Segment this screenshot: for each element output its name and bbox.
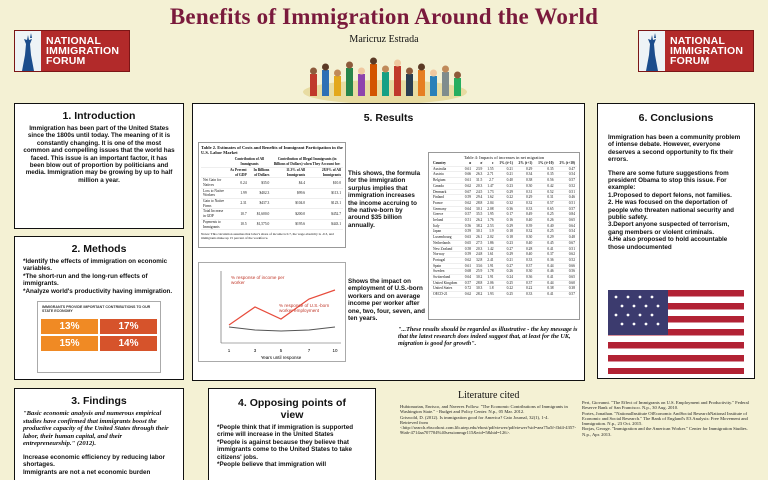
literature-heading: Literature cited <box>458 390 520 401</box>
results-text-1: This shows, the formula for the immigration surplus implies that immigration increases the income accruing to the native-born by around $35 billion annually. <box>348 170 421 229</box>
table-row: Netherlands 0.65 27.5 1.86 0.23 0.40 0.45 0.67 <box>433 240 575 245</box>
employment-chart <box>198 262 346 362</box>
table-row: Luxembourg 0.63 26.1 2.02 0.18 0.30 0.29 0.48 <box>433 235 575 240</box>
citation: Hubtonarian, Enrisco, and Naveres Follow. "The Economic Contributions of Immigrants in Washington State." - Budget and Policy Center. N.p., 05 Mar. 2012. <box>400 404 568 415</box>
x-axis-label: Years until response <box>260 355 302 360</box>
table2-title: Table 4: Impacts of increases in net migration <box>463 155 545 160</box>
crowd-illustration <box>300 52 470 104</box>
table-row: Net Gain for Natives 0.24 $35.0 $4.4 $10.0 <box>203 178 341 187</box>
x-tick: 7 <box>307 348 311 353</box>
conclusions-section <box>597 103 755 379</box>
stat-value: 14% <box>100 336 157 351</box>
employment-line <box>229 327 335 331</box>
methods-item: *Analyze world's productivity having immigration. <box>23 287 173 295</box>
table-row: Germany 0.64 30.1 2.08 0.36 0.33 0.65 0.57 <box>433 206 575 211</box>
stat-value: 13% <box>41 319 98 334</box>
legend-income: % response of income per worker <box>231 275 285 285</box>
table-row: France 0.62 28.8 2.04 0.32 0.32 0.57 0.51 <box>433 200 575 205</box>
opposing-item: *People believe that immigration will <box>217 461 327 469</box>
table-row: Greece 0.57 35.5 1.95 0.17 0.49 0.25 0.84 <box>433 212 575 217</box>
table-row: Ireland 0.51 26.2 1.76 0.16 0.40 0.26 0.65 <box>433 218 575 223</box>
citation-link[interactable]: <http://search.ebscohost.com.lib.utep.edu/ehost/pdfviewer/pdfviewer?sid=aea75a5f-f3d4-4357-96ab-4714aa707704%40sessionmgr115&vid=5&hid=126>. <box>400 425 576 436</box>
findings-section <box>14 388 184 480</box>
conclusions-item: 3.Deport anyone suspected of terrorism, gang members or violent criminals. <box>608 221 730 236</box>
literature-section <box>396 388 758 480</box>
table-row: Denmark 0.67 24.5 1.73 0.29 0.31 0.52 0.51 <box>433 189 575 194</box>
methods-section <box>14 236 184 380</box>
table-row: OECD-21 0.62 28.2 1.93 0.25 0.33 0.41 0.57 <box>433 292 575 297</box>
results-text-2: Shows the impact on employment of U.S.-born workers and on average income per worker after one, two, four, seven, and ten years. <box>348 278 425 323</box>
table-row: Portugal 0.62 32.8 2.41 0.21 0.33 0.36 0.52 <box>433 257 575 262</box>
findings-heading: 3. Findings <box>71 395 127 407</box>
methods-item: *Identify the effects of immigration on economic variables. <box>23 258 168 273</box>
conclusions-item: 1.Proposed to deport felons, not families. <box>608 191 732 199</box>
x-tick: 1 <box>227 348 231 353</box>
citation: Borjas, George. "Immigration and the American Worker." Center for Immigration Studies. N.p., Apr. 2013. <box>582 426 748 437</box>
table-row: Norway 0.59 24.8 1.61 0.29 0.40 0.37 0.62 <box>433 252 575 257</box>
findings-text: Increase economic efficiency by reducing labor shortages. <box>23 453 166 469</box>
conclusions-heading: 6. Conclusions <box>638 112 714 124</box>
table-row: Austria 0.66 26.3 2.71 0.21 0.34 0.35 0.54 <box>433 172 575 177</box>
table-row: Spain 0.61 33.6 1.91 0.27 0.37 0.44 0.66 <box>433 263 575 268</box>
results-quote: "...These results should be regarded as illustrative - the key message is that the latest research does indeed suggest that, at least for the UK, migration is good for growth". <box>398 326 578 347</box>
statue-of-liberty-icon <box>15 31 41 71</box>
legend-employment: % response of U.S.-born worker employment <box>279 303 330 313</box>
opposing-item: *People is against because they believe that immigrants come to the United States to take citizens' jobs. <box>217 438 353 461</box>
table-row: Australia 0.61 23.9 1.55 0.21 0.29 0.35 0.47 <box>433 166 575 171</box>
opposing-item: *People think that if immigration is supported crime will increase in the United States <box>217 424 354 439</box>
conclusions-item: 4.He also proposed to hold accountable those undocumented <box>608 236 728 251</box>
findings-quote: "Basic economic analysis and numerous empirical studies have confirmed that immigrants boost the productive capacity of the United States through their labor, their human capital, and their entrepreneurship." (2012). <box>23 410 169 448</box>
x-tick: 3 <box>253 348 257 353</box>
citation: Griswold, D. (2012). Is immigration good for America? Cato Journal, 32(1), 1-4. <box>400 414 549 420</box>
table-row: Sweden 0.68 25.9 1.78 0.26 0.30 0.46 0.56 <box>433 269 575 274</box>
net-migration-table: Table 4: Impacts of increases in net migration Country α σ ε 1% (t+1) 2% (t+1) 1% (t+10) 2% (t+10) Australia 0.61 23.9 1.55 0.21 0.29 0.35 0.47 Austria 0.66 26.3 2.71 0.21 0.34 0.35 0.54 Belgium 0.61 31.5 2.7 0.40 0.38 0.56 0.57 Canada 0.62 20.3 1.47 0.23 0.30 0.42 0.52 Denmark 0.67 24.5 1.73 0.29 0.31 0.52 0.51 Finland 0.59 29.4 1.62 0.22 0.29 0.31 0.46 France 0.62 28.8 2.04 0.32 0.32 0.57 0.51 Germany 0.64 30.1 2.08 0.36 0.33 0.65 0.57 Greece 0.57 35.5 1.95 0.17 0.49 0.25 0.84 Ireland 0.51 26.2 1.76 0.16 0.40 0.26 0.65 Italy 0.56 38.2 2.53 0.29 0.39 0.40 0.64 Japan 0.59 30.1 1.9 0.18 0.32 0.25 0.54 Luxembourg 0.63 26.1 2.02 0.18 0.30 0.29 0.48 Netherlands 0.65 27.5 1.86 0.23 0.40 0.45 0.67 New Zealand 0.58 20.3 1.42 0.27 0.28 0.41 0.51 Norway 0.59 24.8 1.61 0.29 0.40 0.37 0.62 Portugal 0.62 32.8 2.41 0.21 0.33 0.36 0.52 Spain 0.61 33.6 1.91 0.27 0.37 0.44 0.66 Sweden 0.68 25.9 1.78 0.26 0.30 0.46 0.56 Switzerland 0.64 30.2 1.91 0.24 0.36 0.41 0.65 United Kingdom 0.57 28.8 2.06 0.25 0.37 0.44 0.60 United States 0.72 30.3 1.8 0.22 0.22 0.38 0.38 OECD-21 0.62 28.2 1.93 0.25 0.33 0.41 0.57 <box>428 152 580 320</box>
citation: Portes, Jonathan. "NationalInstitute OfEconomic AndSocial ResearchNational Institute of Economic and Social Research." The Bank of England's E3 Analysis: Free Movement and Immigration. N.p., 23 Oct. 2015. <box>582 410 748 427</box>
table-row: Total Increase in GDP 10.7 $1,600.0 $200.0 $452.7 <box>203 209 341 219</box>
methods-item: *The short-run and the long-run effects of immigrants. <box>23 272 148 288</box>
american-flag-image <box>608 290 744 374</box>
table1-note: Notes: This calculation assumes that labor's share of income is 0.7, the wage elasticity is -0.3, and immigrants make up 15 percent of the workforce. <box>201 232 334 241</box>
table1-title: Table 2. Estimates of Costs and Benefits of Immigrant Participation in the U.S. Labor Market <box>201 145 343 156</box>
citation: Retrieved from <box>400 419 428 425</box>
findings-text-2: Immigrants are not a net economic burden <box>23 468 151 476</box>
introduction-text: Immigration has been part of the United States since the 1800s until today. The meaning of it is constantly changing. It is one of the most common and compelling issues that the world has faced. This issue is an important factor, it has been blow out of proportion by politicians and media. Immigration may be growing by up to half million a year. <box>23 125 175 184</box>
table-row: Finland 0.59 29.4 1.62 0.22 0.29 0.31 0.46 <box>433 195 575 200</box>
x-tick: 5 <box>279 348 283 353</box>
table-row: Canada 0.62 20.3 1.47 0.23 0.30 0.42 0.52 <box>433 183 575 188</box>
results-heading: 5. Results <box>363 112 414 124</box>
table-row: Payments to Immigrants 10.5 $1,575.0 $195.6 $443.1 <box>203 219 341 229</box>
contributions-figure <box>37 301 161 373</box>
citation: Peri, Giovanni. "The Effect of Immigrants on U.S. Employment and Productivity." Federal Reserve Bank of San Francisco. N.p., 30 Aug. 2010. <box>582 400 749 411</box>
conclusions-item: 2. He was focused on the deportation of people who threaten national security and public safety. <box>608 199 734 222</box>
introduction-section <box>14 103 184 229</box>
statue-of-liberty-icon <box>639 31 665 71</box>
table-row: United States 0.72 30.3 1.8 0.22 0.22 0.38 0.38 <box>433 286 575 291</box>
opposing-heading: 4. Opposing points of view <box>238 397 346 421</box>
logo-left: NATIONAL IMMIGRATION FORUM <box>14 30 130 72</box>
table-row: Switzerland 0.64 30.2 1.91 0.24 0.36 0.41 0.65 <box>433 275 575 280</box>
costs-benefits-table: Table 2. Estimates of Costs and Benefits of Immigrant Participation in the U.S. Labor Market Contribution of All Immigrants Contribution of Illegal Immigrants (in Billions of Dollars) when They Account for: As Percent of GDP In Billions of Dollars 11.3% of All Immigrants 28.9% of All Immigrants Net Gain for Natives 0.24 $35.0 $4.4 $10.0 Loss to Native Workers 1.99 $402.3 $99.6 $113.1 Gain to Native Firms 2.31 $437.3 $104.0 $123.1 Total Increase in GDP 10.7 $1,600.0 $200.0 $452.7 Payments to Immigrants 10.5 $1,575.0 $195.6 $443.1 Notes: This calculation assumes that labor's share of income is 0.7, the wage elasticity is -0.3, and immigrants make up 15 percent of the workforce. <box>198 142 346 248</box>
conclusions-text: There are some future suggestions from president Obama to stop this issue. For example: <box>608 169 729 192</box>
logo-right: NATIONAL IMMIGRATION FORUM <box>638 30 754 72</box>
stat-value: 15% <box>41 336 98 351</box>
table-row: Italy 0.56 38.2 2.53 0.29 0.39 0.40 0.64 <box>433 223 575 228</box>
stat-value: 17% <box>100 319 157 334</box>
author-name: Maricruz Estrada <box>349 34 419 45</box>
table-row: Gain to Native Firms 2.31 $437.3 $104.0 $123.1 <box>203 199 341 208</box>
table-row: United Kingdom 0.57 28.8 2.06 0.25 0.37 0.44 0.60 <box>433 280 575 285</box>
figure-title: IMMIGRANTS PROVIDE IMPORTANT CONTRIBUTIONS TO OUR STATE ECONOMY <box>42 305 151 313</box>
methods-heading: 2. Methods <box>71 243 127 255</box>
x-tick: 10 <box>332 348 338 353</box>
opposing-section <box>208 388 376 480</box>
poster-title: Benefits of Immigration Around the World <box>169 4 599 29</box>
table-row: Loss to Native Workers 1.99 $402.3 $99.6 $113.1 <box>203 188 341 198</box>
introduction-heading: 1. Introduction <box>62 110 136 122</box>
table-row: Belgium 0.61 31.5 2.7 0.40 0.38 0.56 0.57 <box>433 178 575 183</box>
table-row: Japan 0.59 30.1 1.9 0.18 0.32 0.25 0.54 <box>433 229 575 234</box>
conclusions-text: Immigration has been a community problem of intense debate. However, everyone deserves a second opportunity to fix their errors. <box>608 134 741 164</box>
table-row: New Zealand 0.58 20.3 1.42 0.27 0.28 0.41 0.51 <box>433 246 575 251</box>
